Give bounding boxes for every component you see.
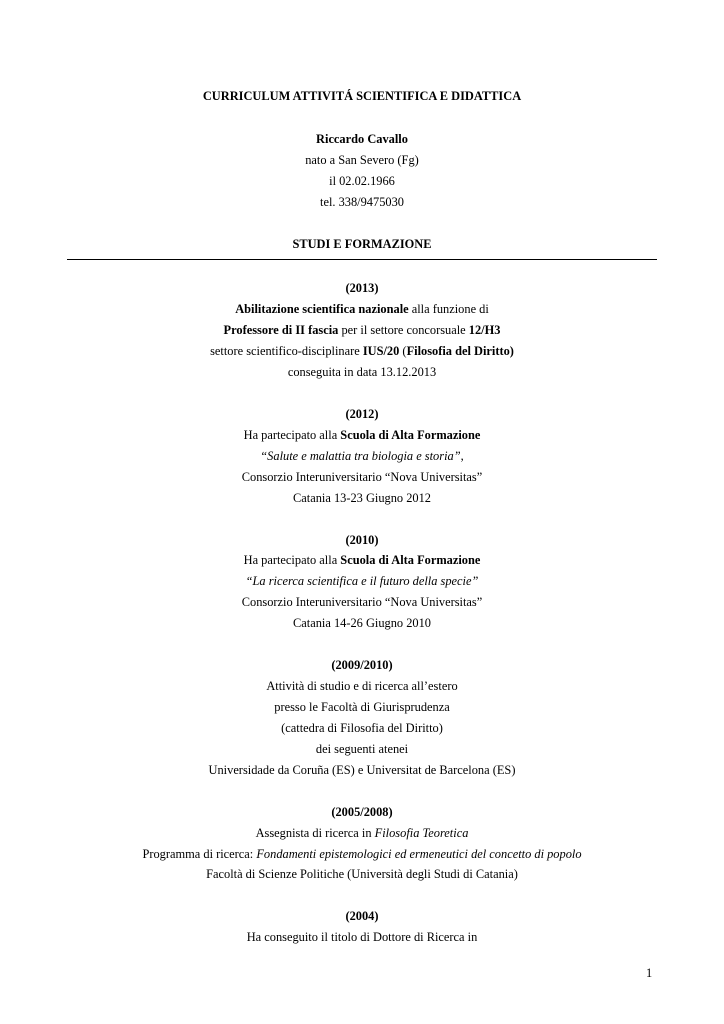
entry-2009-line: Attività di studio e di ricerca all’estero <box>266 679 458 693</box>
entry-2004-line: Ha conseguito il titolo di Dottore di Ricerca in <box>246 930 478 944</box>
section-title: STUDI E FORMAZIONE <box>292 237 432 251</box>
entry-2012-line: Consorzio Interuniversitario “Nova Universitas” <box>241 470 483 484</box>
entry-2010-year: (2010) <box>345 533 379 547</box>
entry-2013-line: conseguita in data 13.12.2013 <box>287 365 437 379</box>
phone: tel. 338/9475030 <box>320 195 404 209</box>
entry-2004-year: (2004) <box>345 909 379 923</box>
entry-2012-line: Ha partecipato alla Scuola di Alta Formazione <box>243 428 481 442</box>
section-divider <box>67 259 657 260</box>
page-number: 1 <box>646 966 653 980</box>
entry-2009-year: (2009/2010) <box>331 658 393 672</box>
entry-2009-line: dei seguenti atenei <box>315 742 409 756</box>
birthdate: il 02.02.1966 <box>329 174 395 188</box>
entry-2005-line: Assegnista di ricerca in Filosofia Teoretica <box>255 826 469 840</box>
entry-2010-line: Consorzio Interuniversitario “Nova Universitas” <box>241 595 483 609</box>
document-title: CURRICULUM ATTIVITÁ SCIENTIFICA E DIDATTICA <box>202 89 522 103</box>
entry-2009-line: Universidade da Coruña (ES) e Universitat de Barcelona (ES) <box>208 763 516 777</box>
entry-2005-line: Programma di ricerca: Fondamenti epistemologici ed ermeneutici del concetto di popolo <box>142 847 582 861</box>
entry-2013-line: Abilitazione scientifica nazionale alla funzione di <box>235 302 489 316</box>
birthplace: nato a San Severo (Fg) <box>305 153 419 167</box>
entry-2005-year: (2005/2008) <box>331 805 393 819</box>
entry-2009-line: presso le Facoltà di Giurisprudenza <box>274 700 450 714</box>
entry-2013-line: settore scientifico-disciplinare IUS/20 (Filosofia del Diritto) <box>210 344 514 358</box>
author-name: Riccardo Cavallo <box>316 132 408 146</box>
entry-2010-line: Ha partecipato alla Scuola di Alta Formazione <box>243 553 481 567</box>
entry-2005-line: Facoltà di Scienze Politiche (Università degli Studi di Catania) <box>206 867 518 881</box>
entry-2013-line: Professore di II fascia per il settore concorsuale 12/H3 <box>223 323 501 337</box>
entry-2012-line: Catania 13-23 Giugno 2012 <box>293 491 431 505</box>
entry-2010-line: “La ricerca scientifica e il futuro della specie” <box>245 574 479 588</box>
entry-2012-year: (2012) <box>345 407 379 421</box>
entry-2010-line: Catania 14-26 Giugno 2010 <box>293 616 431 630</box>
entry-2009-line: (cattedra di Filosofia del Diritto) <box>281 721 443 735</box>
entry-2012-line: “Salute e malattia tra biologia e storia”, <box>260 449 464 463</box>
entry-2013-year: (2013) <box>345 281 379 295</box>
